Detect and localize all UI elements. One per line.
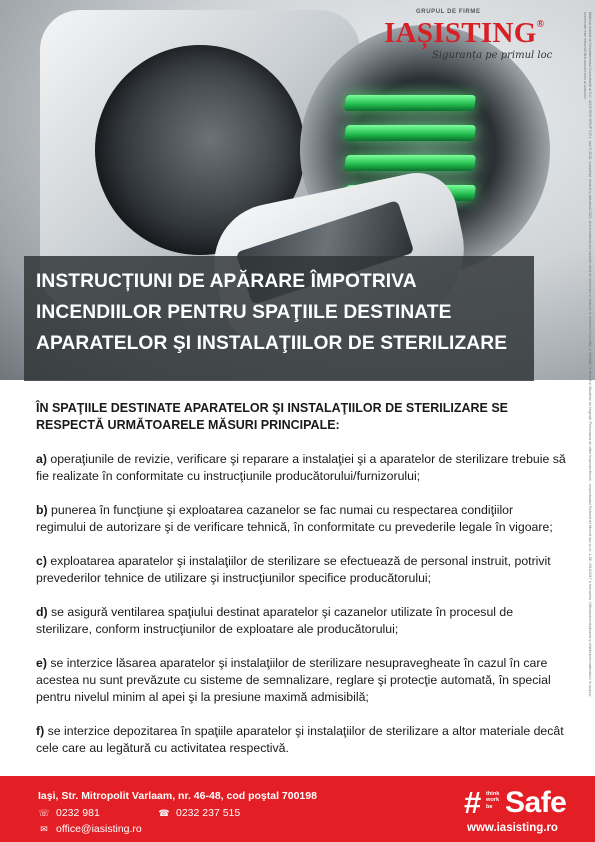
- measure-item: [36, 604, 566, 638]
- item-text: punerea în funcţiune şi exploatarea cazanelor se fac numai cu respectarea condiţiilor regimului de autorizare şi de verificare tehnică, în conformitate cu prevederile legale în vigoare;: [36, 503, 553, 534]
- measure-item: [36, 553, 566, 587]
- item-letter: e): [36, 656, 47, 670]
- green-tray: [344, 125, 476, 141]
- title-line-2: INCENDIILOR PENTRU SPAŢIILE DESTINATE: [36, 302, 452, 323]
- logo-brand: [384, 17, 544, 50]
- item-letter: f): [36, 724, 45, 738]
- item-letter: b): [36, 503, 48, 517]
- think-work-be: [486, 791, 499, 810]
- fax-number: 0232 237 515: [176, 807, 241, 819]
- item-letter: d): [36, 605, 48, 619]
- item-text: se interzice depozitarea în spaţiile aparatelor şi instalaţiilor de sterilizare a altor materiale decât cele care au legătură cu activitatea respectivă.: [36, 724, 564, 755]
- logo-group-label: GRUPUL DE FIRME: [416, 9, 481, 15]
- be-word: be: [486, 803, 493, 810]
- intro-heading: ÎN SPAŢIILE DESTINATE APARATELOR ŞI INSTALAŢIILOR DE STERILIZARE SE RESPECTĂ URMĂTOARELE MĂSURI PRINCIPALE:: [36, 401, 509, 432]
- think-work-be-safe-logo: [464, 787, 584, 821]
- logo-brand-text: IAȘISTING: [384, 17, 537, 49]
- measure-item: [36, 502, 566, 536]
- item-letter: a): [36, 452, 47, 466]
- measure-item: [36, 655, 566, 706]
- hashtag-mark: #: [464, 785, 482, 820]
- title-line-3: APARATELOR ŞI INSTALAŢIILOR DE STERILIZARE: [36, 333, 508, 354]
- footer: [0, 776, 595, 842]
- item-text: operaţiunile de revizie, verificare şi reparare a instalaţiei şi a aparatelor de sterilizare trebuie să fie realizate în conformitate cu instrucţiunile producătorului/furnizorului;: [36, 452, 566, 483]
- item-text: exploatarea aparatelor şi instalaţiilor de sterilizare se efectuează de personal instruit, potrivit prevederilor tehnice de utilizare şi instrucţiunilor specifice producătorului;: [36, 554, 551, 585]
- side-disclaimer: [576, 12, 592, 702]
- footer-address: Iaşi, Str. Mitropolit Varlaam, nr. 46-48, cod poştal 700198: [38, 790, 317, 802]
- think-word: think: [486, 791, 500, 797]
- phone-icon: ☏: [38, 807, 50, 818]
- green-tray: [344, 95, 476, 111]
- fax-icon: ☎: [158, 807, 170, 818]
- registered-mark: ®: [536, 19, 545, 30]
- phone-contact[interactable]: [38, 807, 100, 819]
- safe-word: Safe: [505, 786, 567, 819]
- fax-contact[interactable]: [158, 807, 240, 819]
- email-icon: ✉: [40, 823, 48, 834]
- measure-item: [36, 723, 566, 757]
- item-letter: c): [36, 554, 47, 568]
- phone-number: 0232 981: [56, 807, 100, 819]
- green-tray: [344, 155, 476, 171]
- website-link[interactable]: www.iasisting.ro: [467, 822, 558, 834]
- side-disclaimer-text: Material realizat de Departamentul Consultanță al S.C. IAȘISTING GRUP S.R.L. Iași © 2018, completat, revizuit și actualizat 2021. Acest material are caracter strict de informare și instruire în domeniul Securității și Sănătății în Muncă și Situațiilor de Urgență. Prelucrarea de către Inspecția Muncii - Inspectoratul Teritorial de Muncă Iași cu nr. 1-OK 2918/2017 a fost admis. Utilizarea/multiplicarea și distribuirea materialului în scopuri comerciale este interzisă fără acordul scris al autorului.: [583, 12, 592, 697]
- measure-item: [36, 451, 566, 485]
- title-banner: [24, 256, 534, 381]
- email-contact[interactable]: [38, 823, 142, 835]
- logo-tagline: Siguranța pe primul loc: [432, 50, 553, 61]
- email-address: office@iasisting.ro: [56, 823, 142, 835]
- company-logo: [378, 8, 568, 72]
- item-text: se interzice lăsarea aparatelor şi instalaţiilor de sterilizare nesupravegheate în cazul în care acestea nu sunt prevăzute cu sisteme de semnalizare, reglare şi protecţie automată, în special pentru nivelul minim al apei şi la presiune maximă admisibilă;: [36, 656, 551, 704]
- work-word: work: [486, 797, 500, 804]
- item-text: se asigură ventilarea spaţiului destinat aparatelor şi cazanelor utilizate în procesul de sterilizare, conform instrucţiunilor de exploatare ale producătorului;: [36, 605, 514, 636]
- main-content: [36, 400, 566, 774]
- title-line-1: INSTRUCȚIUNI DE APĂRARE ÎMPOTRIVA: [36, 271, 417, 292]
